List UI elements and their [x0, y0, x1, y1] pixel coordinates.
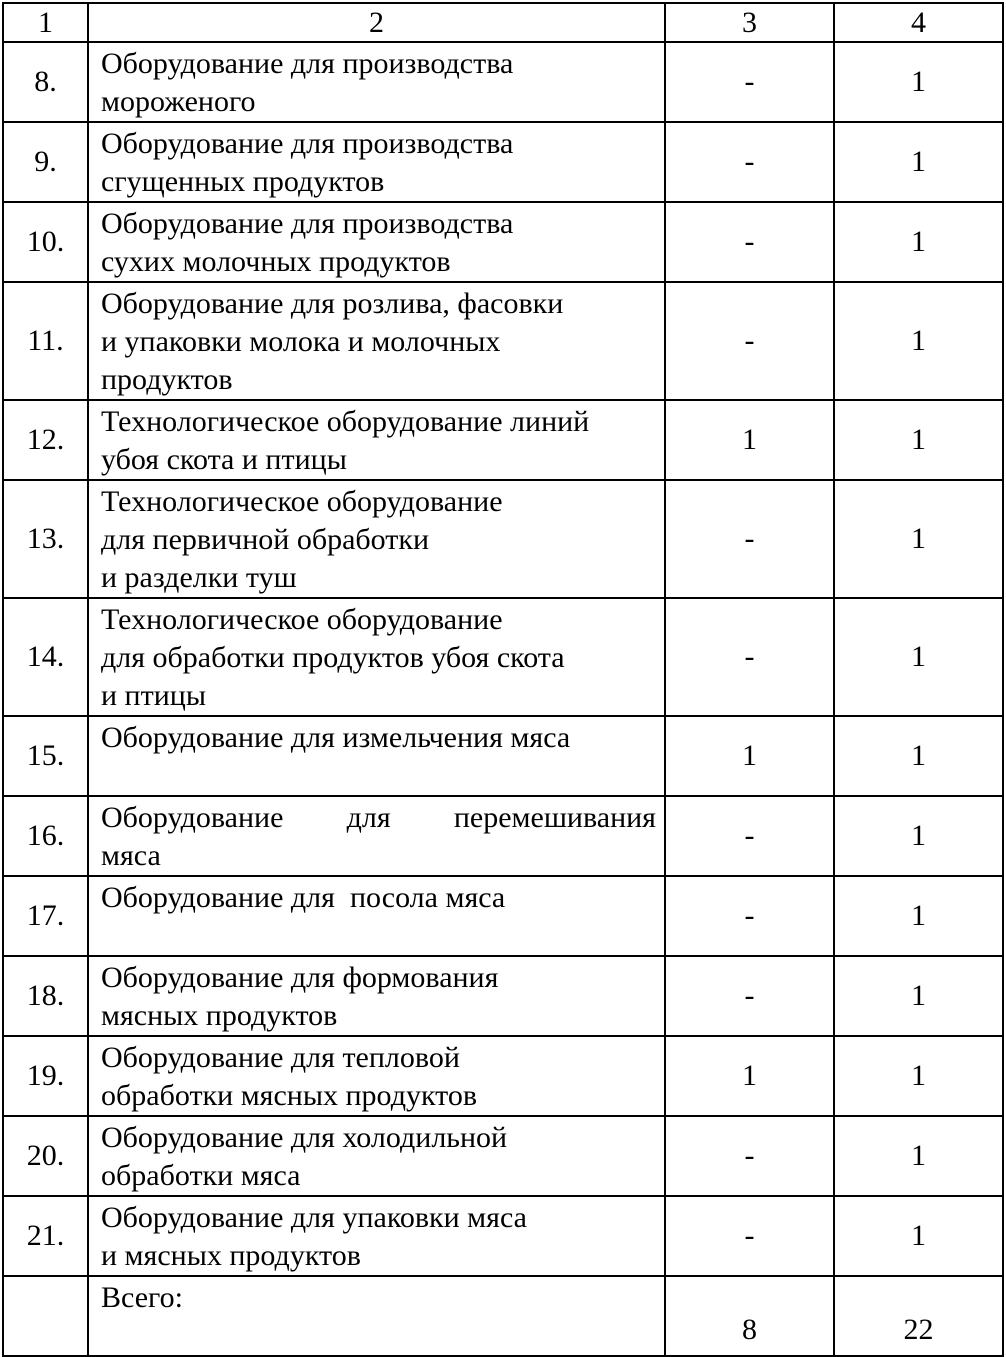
col-4-value: 1 — [834, 1116, 1003, 1196]
equipment-name — [88, 796, 665, 876]
equipment-name — [88, 876, 665, 956]
equipment-name — [88, 400, 665, 480]
header-row — [3, 3, 1003, 42]
equipment-name — [88, 1036, 665, 1116]
col-4-value: 1 — [834, 202, 1003, 282]
equipment-name-line: Оборудование для перемешивания — [101, 801, 656, 834]
col-3-value: - — [665, 282, 834, 400]
equipment-name — [88, 598, 665, 716]
col-3-value: - — [665, 42, 834, 122]
equipment-name-line: Технологическое оборудование — [101, 485, 503, 518]
equipment-name-line: обработки мясных продуктов — [101, 1079, 478, 1112]
table-row — [3, 956, 1003, 1036]
col-3-value: - — [665, 1116, 834, 1196]
header-col-4: 4 — [834, 3, 1003, 42]
equipment-name-line: Оборудование для холодильной — [101, 1121, 508, 1154]
header-col-2: 2 — [88, 3, 665, 42]
equipment-name — [88, 1196, 665, 1276]
equipment-name-line: Оборудование для производства — [101, 207, 514, 240]
equipment-name-line: сгущенных продуктов — [101, 165, 385, 198]
col-4-value: 1 — [834, 598, 1003, 716]
col-4-value: 1 — [834, 796, 1003, 876]
row-number: 17. — [3, 876, 88, 956]
equipment-name-line: продуктов — [101, 363, 233, 396]
equipment-name — [88, 282, 665, 400]
col-4-value: 1 — [834, 480, 1003, 598]
row-number: 21. — [3, 1196, 88, 1276]
table-row — [3, 480, 1003, 598]
equipment-name-line: Оборудование для производства — [101, 127, 514, 160]
col-3-value: 1 — [665, 716, 834, 796]
row-number: 18. — [3, 956, 88, 1036]
equipment-name-line: Оборудование для тепловой — [101, 1041, 460, 1074]
row-number: 8. — [3, 42, 88, 122]
col-3-value: - — [665, 598, 834, 716]
equipment-name — [88, 202, 665, 282]
header-col-3: 3 — [665, 3, 834, 42]
total-col-3: 8 — [665, 1276, 834, 1356]
row-number: 9. — [3, 122, 88, 202]
row-number: 15. — [3, 716, 88, 796]
equipment-name-line: и мясных продуктов — [101, 1239, 361, 1272]
row-number: 11. — [3, 282, 88, 400]
equipment-name — [88, 122, 665, 202]
equipment-name — [88, 42, 665, 122]
table-row — [3, 1116, 1003, 1196]
equipment-table — [2, 2, 1004, 1357]
col-3-value: - — [665, 480, 834, 598]
col-4-value: 1 — [834, 400, 1003, 480]
table-row — [3, 716, 1003, 796]
equipment-name-line: и упаковки молока и молочных — [101, 325, 501, 358]
col-3-value: 1 — [665, 400, 834, 480]
equipment-name-line: мяса — [101, 839, 161, 872]
col-4-value: 1 — [834, 1036, 1003, 1116]
equipment-name-line: мясных продуктов — [101, 999, 338, 1032]
equipment-name — [88, 956, 665, 1036]
equipment-name-line: и разделки туш — [101, 561, 297, 594]
table-row — [3, 876, 1003, 956]
row-number: 10. — [3, 202, 88, 282]
total-label: Всего: — [88, 1276, 665, 1356]
col-3-value: - — [665, 1196, 834, 1276]
equipment-name — [88, 716, 665, 796]
equipment-name-line: Оборудование для розлива, фасовки — [101, 287, 564, 320]
row-number: 14. — [3, 598, 88, 716]
equipment-name-line: для первичной обработки — [101, 523, 430, 556]
table-row — [3, 796, 1003, 876]
col-3-value: - — [665, 796, 834, 876]
row-number: 20. — [3, 1116, 88, 1196]
col-3-value: - — [665, 122, 834, 202]
col-4-value: 1 — [834, 956, 1003, 1036]
equipment-name-line: сухих молочных продуктов — [101, 245, 451, 278]
table-row — [3, 42, 1003, 122]
col-4-value: 1 — [834, 716, 1003, 796]
col-3-value: - — [665, 876, 834, 956]
equipment-name-line: Оборудование для упаковки мяса — [101, 1201, 527, 1234]
col-4-value: 1 — [834, 42, 1003, 122]
total-row — [3, 1276, 1003, 1356]
header-col-1: 1 — [3, 3, 88, 42]
equipment-name-line: Оборудование для измельчения мяса — [101, 721, 571, 754]
equipment-name-line: убоя скота и птицы — [101, 443, 347, 476]
table-row — [3, 122, 1003, 202]
col-3-value: - — [665, 202, 834, 282]
table-row — [3, 400, 1003, 480]
equipment-name-line: и птицы — [101, 679, 206, 712]
table-row — [3, 202, 1003, 282]
equipment-name-line: мороженого — [101, 85, 256, 118]
col-3-value: 1 — [665, 1036, 834, 1116]
row-number: 12. — [3, 400, 88, 480]
col-4-value: 1 — [834, 282, 1003, 400]
total-col-4: 22 — [834, 1276, 1003, 1356]
col-4-value: 1 — [834, 1196, 1003, 1276]
total-empty-cell — [3, 1276, 88, 1356]
equipment-name-line: Технологическое оборудование — [101, 603, 503, 636]
row-number: 13. — [3, 480, 88, 598]
equipment-name-line: Технологическое оборудование линий — [101, 405, 590, 438]
col-3-value: - — [665, 956, 834, 1036]
row-number: 16. — [3, 796, 88, 876]
table-row — [3, 1036, 1003, 1116]
table-row — [3, 598, 1003, 716]
row-number: 19. — [3, 1036, 88, 1116]
table-row — [3, 1196, 1003, 1276]
equipment-name-line: Оборудование для производства — [101, 47, 514, 80]
col-4-value: 1 — [834, 876, 1003, 956]
equipment-name-line: Оборудование для посола мяса — [101, 881, 506, 914]
equipment-name-line: Оборудование для формования — [101, 961, 499, 994]
equipment-name-line: обработки мяса — [101, 1159, 301, 1192]
equipment-name — [88, 480, 665, 598]
col-4-value: 1 — [834, 122, 1003, 202]
equipment-name-line: для обработки продуктов убоя скота — [101, 641, 565, 674]
equipment-name — [88, 1116, 665, 1196]
table-row — [3, 282, 1003, 400]
